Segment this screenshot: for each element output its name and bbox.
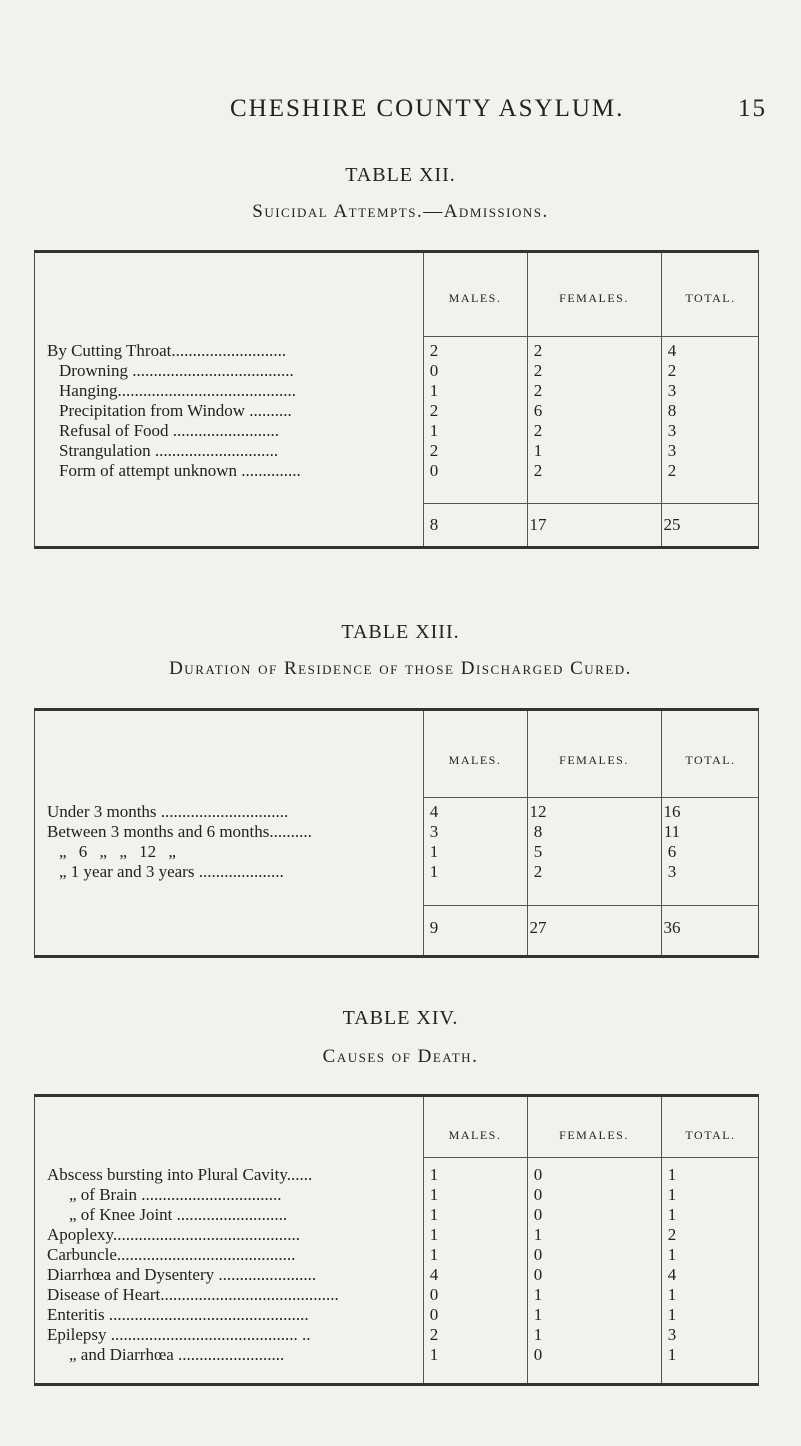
table12-title: TABLE XII. — [345, 164, 456, 186]
table-row: Epilepsy ............................................ .. 2 1 3 — [47, 1325, 677, 1344]
col-header-males: MALES. — [448, 753, 502, 767]
table-row: Under 3 months .............................. 4 12 16 — [47, 802, 681, 821]
table-row: Apoplexy............................................ 1 1 2 — [47, 1225, 677, 1244]
running-head-title: CHESHIRE COUNTY ASYLUM. — [230, 95, 625, 122]
table-row: Abscess bursting into Plural Cavity...... 1 0 1 — [47, 1165, 677, 1184]
table-row: „ 1 year and 3 years .................... 1 2 3 — [59, 862, 677, 881]
table-row: Drowning ...................................... 0 2 2 — [59, 361, 677, 380]
table-row: Refusal of Food ......................... 1 2 3 — [59, 421, 677, 440]
table-row: Carbuncle.......................................... 1 0 1 — [47, 1245, 677, 1264]
table14-title: TABLE XIV. — [342, 1007, 459, 1029]
table-row: „ and Diarrhœa ......................... 1 0 1 — [69, 1345, 677, 1364]
table-row: „ 6 „ „ 12 „ 1 5 6 — [59, 842, 677, 861]
col-header-females: FEMALES. — [559, 291, 629, 305]
totals-row: 9 27 36 — [429, 918, 681, 937]
table-row: Disease of Heart.......................................... 0 1 1 — [47, 1285, 677, 1304]
table13-title: TABLE XIII. — [341, 621, 460, 643]
col-header-total: TOTAL. — [685, 291, 736, 305]
table-row: Between 3 months and 6 months.......... 3 8 11 — [47, 822, 681, 841]
col-header-females: FEMALES. — [559, 753, 629, 767]
table-row: Hanging.......................................... 1 2 3 — [59, 381, 677, 400]
col-header-females: FEMALES. — [559, 1128, 629, 1142]
table13 — [34, 708, 759, 958]
table-row: „ of Knee Joint .......................... 1 0 1 — [69, 1205, 677, 1224]
table-row: Form of attempt unknown .............. 0 2 2 — [59, 461, 677, 480]
table-row: By Cutting Throat........................... 2 2 4 — [47, 341, 677, 360]
col-header-males: MALES. — [448, 1128, 502, 1142]
col-header-males: MALES. — [448, 291, 502, 305]
table13-subtitle: Duration of Residence of those Discharged Cured. — [169, 658, 632, 679]
table-row: Enteritis ............................................... 0 1 1 — [47, 1305, 677, 1324]
table-row: Strangulation ............................. 2 1 3 — [59, 441, 677, 460]
col-header-total: TOTAL. — [685, 1128, 736, 1142]
table14 — [34, 1094, 759, 1386]
table14-subtitle: Causes of Death. — [322, 1046, 479, 1067]
table-row: Precipitation from Window .......... 2 6 8 — [59, 401, 677, 420]
page-number: 15 — [738, 95, 767, 122]
col-header-total: TOTAL. — [685, 753, 736, 767]
table12-subtitle: Suicidal Attempts.—Admissions. — [252, 201, 549, 222]
table12 — [34, 250, 759, 549]
table-row: „ of Brain ................................. 1 0 1 — [69, 1185, 677, 1204]
totals-row: 8 17 25 — [429, 515, 681, 534]
table-row: Diarrhœa and Dysentery ....................... 4 0 4 — [47, 1265, 677, 1284]
